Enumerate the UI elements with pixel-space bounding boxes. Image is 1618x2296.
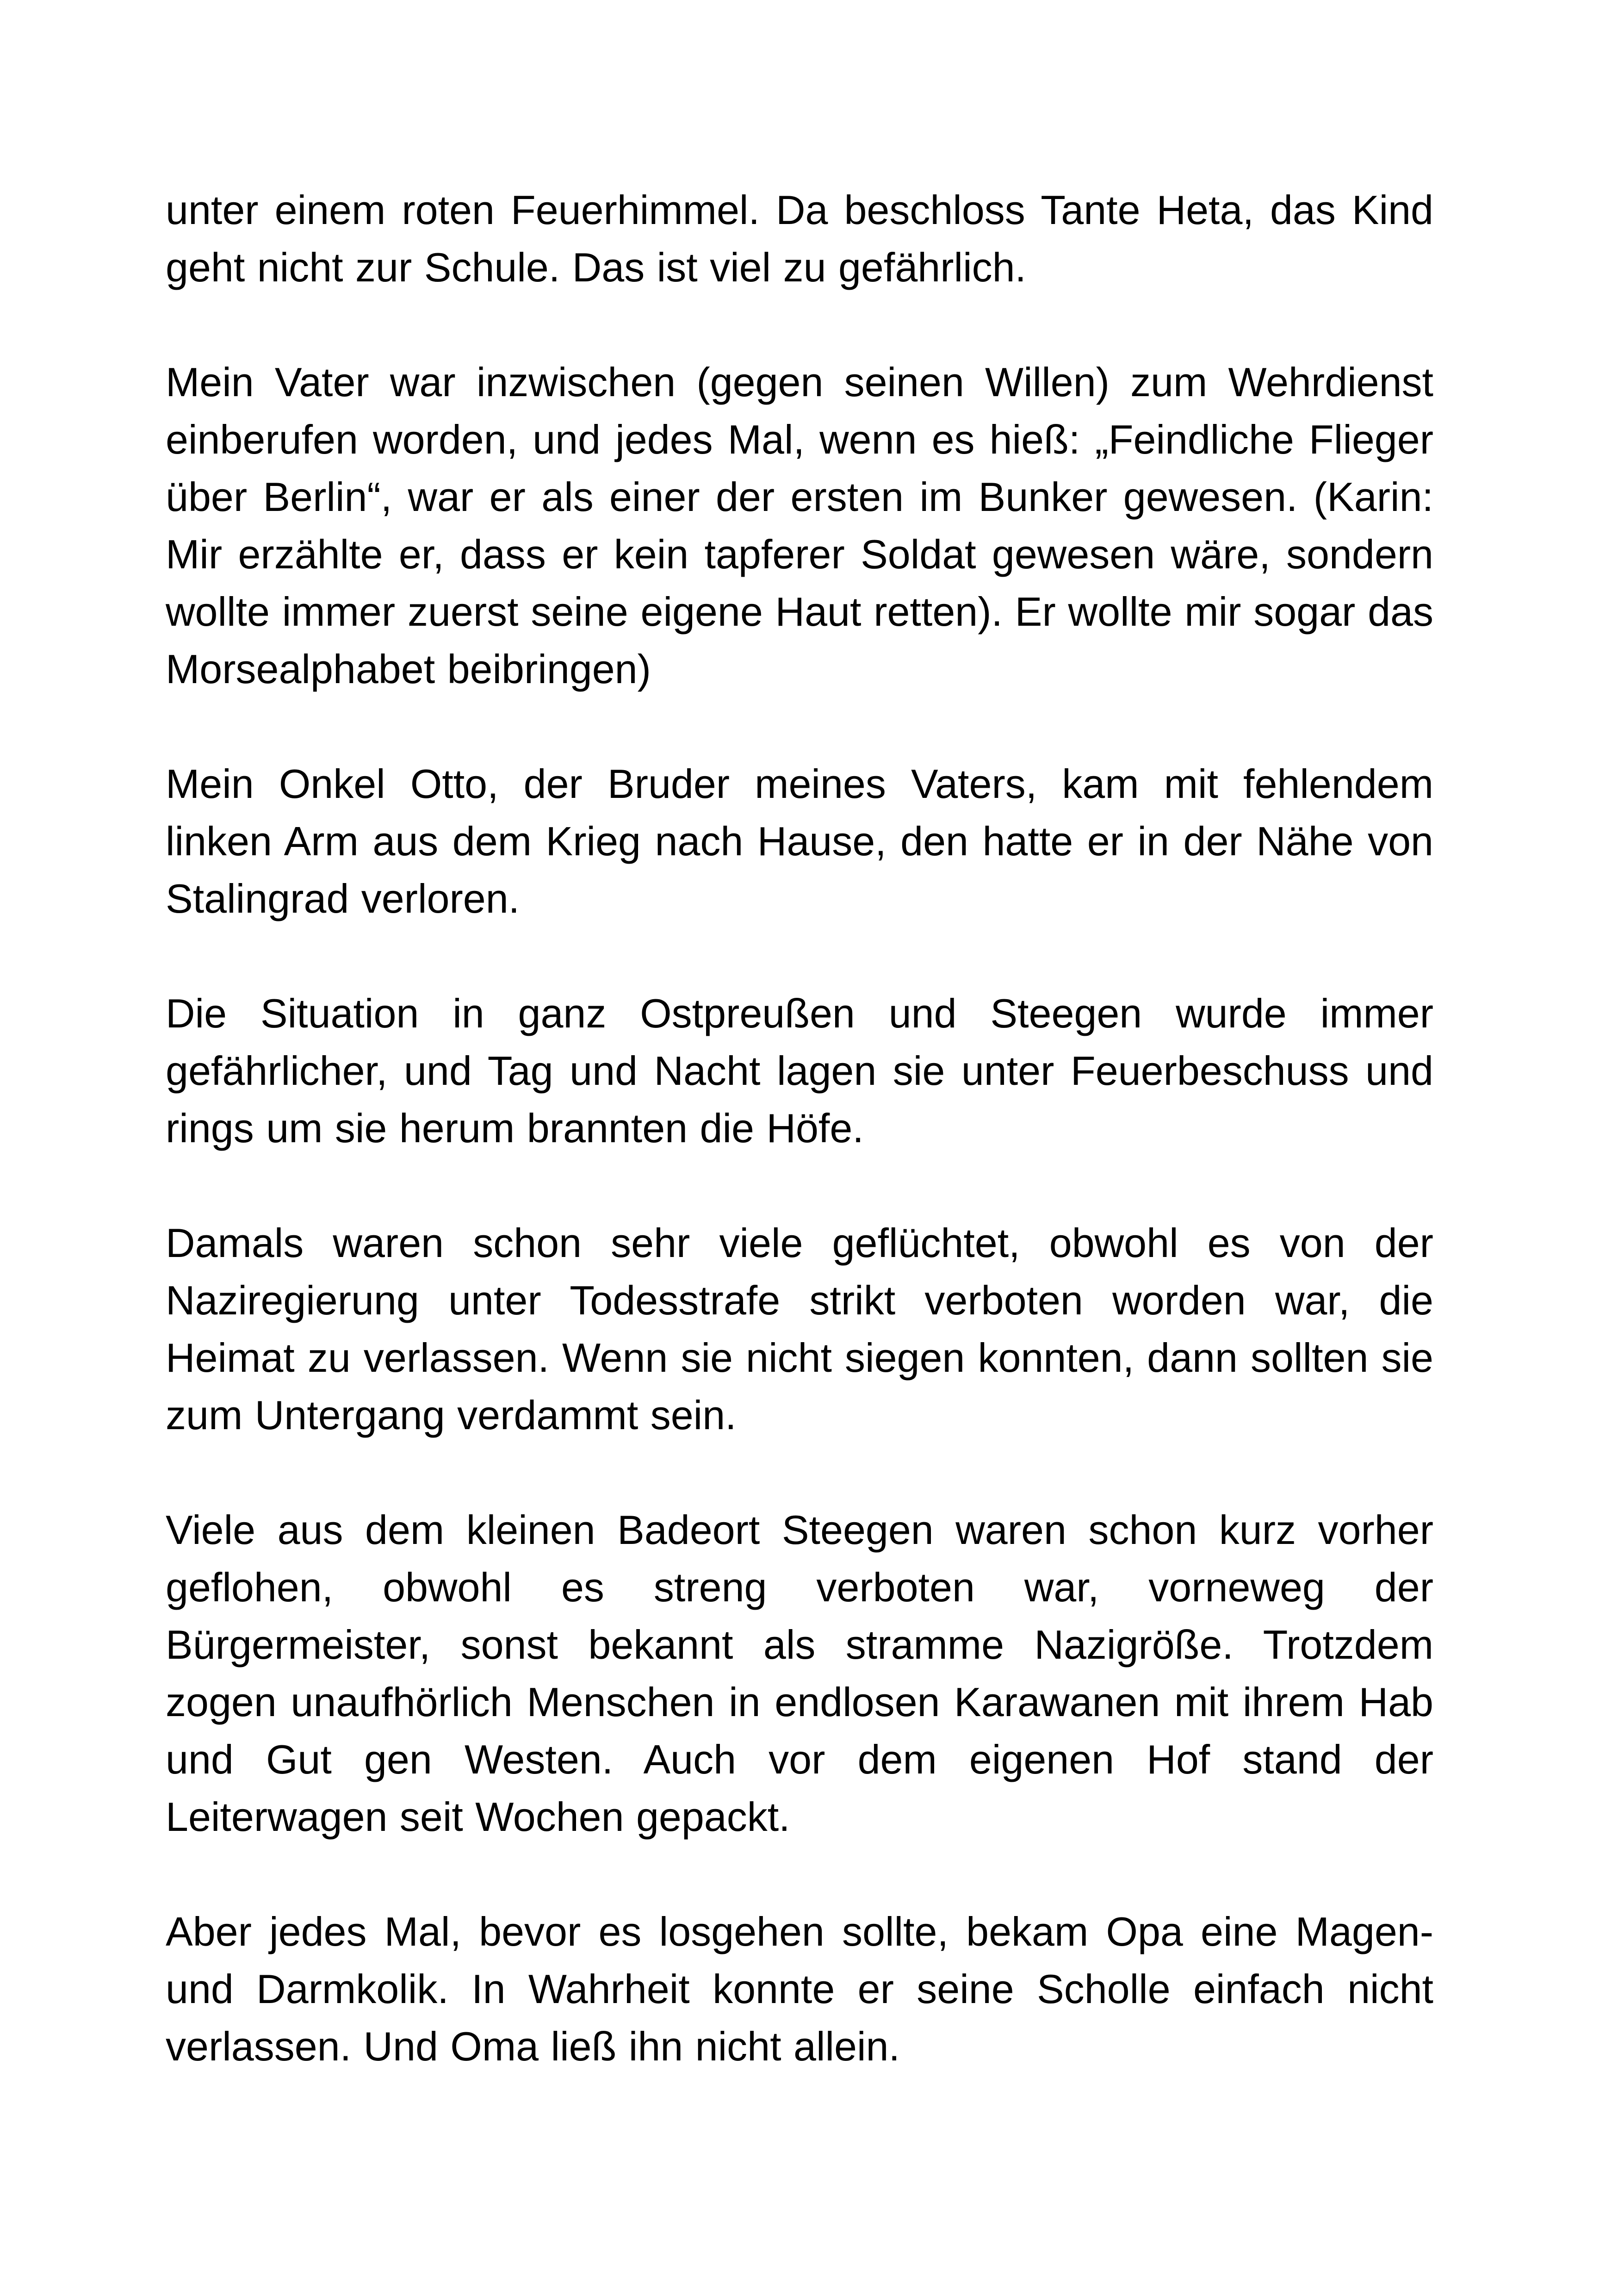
paragraph: Viele aus dem kleinen Badeort Steegen waren schon kurz vorher geflohen, obwohl es streng verboten war, vorneweg der Bürgermeister, sonst bekannt als stramme Nazigröße. Trotzdem zogen unaufhörlich Menschen in endlosen Karawanen mit ihrem Hab und Gut gen Westen. Auch vor dem eigenen Hof stand der Leiterwagen seit Wochen gepackt. xyxy=(166,1507,1433,1840)
paragraph: Mein Vater war inzwischen (gegen seinen Willen) zum Wehrdienst einberufen worden, und jedes Mal, wenn es hieß: „Feindliche Flieger über Berlin“, war er als einer der ersten im Bunker gewesen. (Karin: Mir erzählte er, dass er kein tapferer Soldat gewesen wäre, sondern wollte immer zuerst seine eigene Haut retten). Er wollte mir sogar das Morsealphabet beibringen) xyxy=(166,359,1433,692)
paragraph: Die Situation in ganz Ostpreußen und Steegen wurde immer gefährlicher, und Tag und Nacht lagen sie unter Feuerbeschuss und rings um sie herum brannten die Höfe. xyxy=(166,990,1433,1151)
document-page xyxy=(166,181,1433,2075)
paragraph: Mein Onkel Otto, der Bruder meines Vaters, kam mit fehlendem linken Arm aus dem Krieg nach Hause, den hatte er in der Nähe von Stalingrad verloren. xyxy=(166,761,1433,921)
paragraph: unter einem roten Feuerhimmel. Da beschloss Tante Heta, das Kind geht nicht zur Schule. Das ist viel zu gefährlich. xyxy=(166,187,1433,290)
paragraph: Aber jedes Mal, bevor es losgehen sollte, bekam Opa eine Magen- und Darmkolik. In Wahrheit konnte er seine Scholle einfach nicht verlassen. Und Oma ließ ihn nicht allein. xyxy=(166,1909,1433,2069)
paragraph: Damals waren schon sehr viele geflüchtet, obwohl es von der Naziregierung unter Todesstrafe strikt verboten worden war, die Heimat zu verlassen. Wenn sie nicht siegen konnten, dann sollten sie zum Untergang verdammt sein. xyxy=(166,1220,1433,1438)
